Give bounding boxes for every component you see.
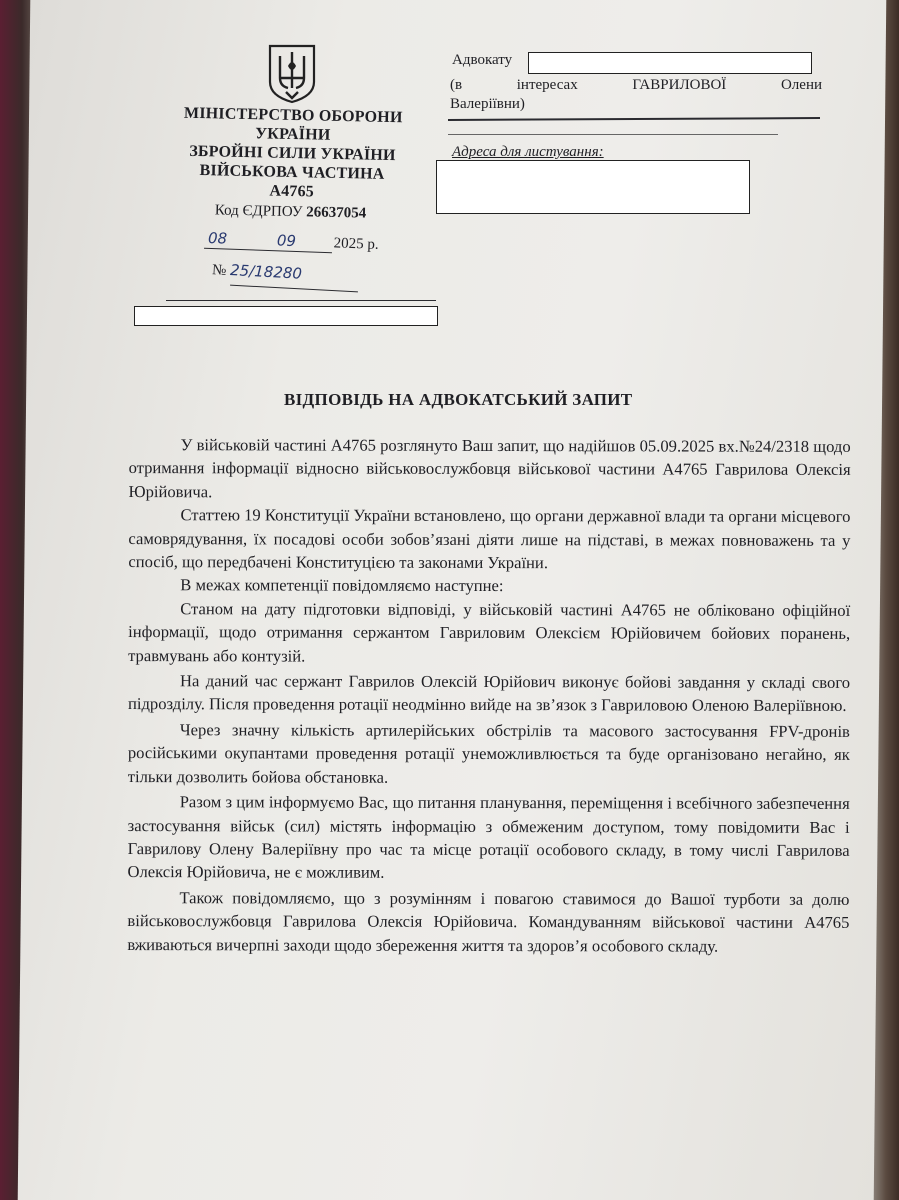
addressee: Адвокату (452, 52, 513, 68)
body-paragraph: На даний час сержант Гаврилов Олексій Юрійович виконує бойові завдання у складі свого підрозділу. Після проведення ротації неодмінно вийде на зв’язок з Гавриловою Оленою Валеріївною. (127, 671, 851, 716)
number-value: 25/18280 (229, 261, 303, 283)
date-day: 08 (207, 228, 228, 248)
body-paragraph: В межах компетенції повідомляємо наступне: (180, 575, 504, 596)
interest-name: Олени (780, 77, 822, 93)
ministry-line: УКРАЇНИ (255, 125, 331, 144)
address-underline (448, 134, 778, 135)
mail-address-label: Адреса для листування: (452, 144, 604, 160)
interest-open: (в (450, 77, 463, 93)
redaction-box (436, 160, 750, 214)
coat-of-arms-icon (266, 44, 318, 104)
ministry-header (149, 103, 436, 204)
ministry-line: ЗБРОЙНІ СИЛИ УКРАЇНИ (189, 142, 396, 165)
body-paragraph: Також повідомляємо, що з розумінням і повагою ставимося до Вашої турботи за долю військовослужбовця Гаврилова Олексія Юрійовича. Командуванням військової частини А4765 вживаються вичерпні заходи щодо збереження життя та здоров’я особового складу. (127, 887, 850, 956)
body-paragraph: Через значну кількість артилерійських обстрілів та масового застосування FPV-дронів російськими окупантами проведення ротації унеможливлюється та буде організовано негайно, як тільки дозволить бойова обстановка. (127, 720, 850, 787)
ref-underline (166, 300, 436, 301)
body-paragraph: Разом з цим інформуємо Вас, що питання планування, переміщення і всебічного забезпечення застосування військ (сил) містять інформацію з обмеженим доступом, тому повідомити Вас і Гаврилову Олену Валеріївну про час та місце ротації особового складу, в тому числі Гаврилова Олексія Юрійовича, не є можливим. (127, 792, 850, 883)
ministry-line: МІНІСТЕРСТВО ОБОРОНИ (183, 104, 403, 127)
number-prefix: № (211, 262, 227, 279)
document-title: ВІДПОВІДЬ НА АДВОКАТСЬКИЙ ЗАПИТ (284, 390, 633, 409)
body-paragraph: Статтею 19 Конституції України встановлено, що органи державної влади та органи місцевого самоврядування, їх посадові особи зобов’язані діяти лише на підставі, в межах повноважень та у спосіб, що передбачені Конституцією та законами України. (128, 505, 851, 573)
ministry-line: А4765 (269, 182, 315, 201)
body-paragraph: У військовій частині А4765 розглянуто Ваш запит, що надійшов 05.09.2025 вх.№24/2318 щодо отримання інформації відносно військовослужбовця військової частини А4765 Гаврилова Олексія Юрійовича. (128, 435, 851, 502)
client-interest (450, 76, 822, 114)
interest-patronymic: Валеріївни) (450, 96, 525, 112)
document-body (127, 433, 850, 958)
ministry-line: ВІЙСЬКОВА ЧАСТИНА (199, 162, 385, 183)
date-month: 09 (276, 231, 297, 251)
redaction-box (528, 52, 812, 74)
edrpou-value: 26637054 (306, 204, 367, 222)
interest-surname: ГАВРИЛОВОЇ (632, 77, 727, 93)
body-paragraph: Станом на дату підготовки відповіді, у військовій частині А4765 не обліковано офіційної інформації, щодо отримання сержантом Гавриловим Олексієм Юрійовичем бойових поранень, травмувань або контузій. (128, 599, 851, 666)
interest-word: інтересах (516, 77, 578, 93)
redaction-box (134, 306, 438, 326)
edrpou-label: Код ЄДРПОУ (214, 202, 303, 221)
date-year: 2025 р. (333, 235, 379, 253)
